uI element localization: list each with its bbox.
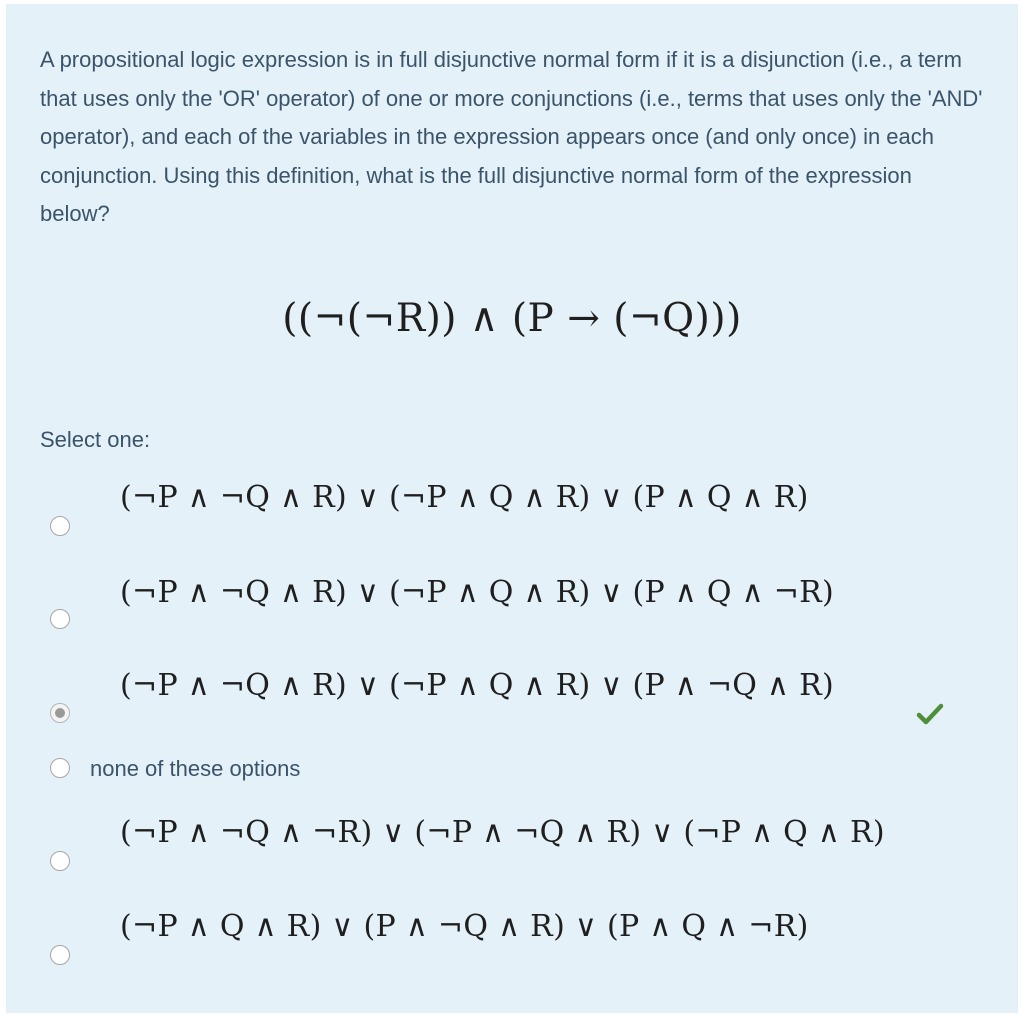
radio-option-4[interactable] xyxy=(50,758,70,778)
question-expression: ((¬(¬R)) ∧ (P → (¬Q))) xyxy=(282,296,742,341)
question-text: A propositional logic expression is in full disjunctive normal form if it is a disjunction (i.e., a term that uses only the 'OR' operator) of one or more conjunctions (i.e., terms that uses only the 'AND' operator), and each of the variables in the expression appears once (and only once) in each conjunction. Using this definition, what is the full disjunctive normal form of the expression below? xyxy=(40,47,983,226)
radio-option-5[interactable] xyxy=(50,851,70,871)
option-1-label[interactable]: (¬P ∧ ¬Q ∧ R) ∨ (¬P ∧ Q ∧ R) ∨ (P ∧ Q ∧ R) xyxy=(120,480,809,515)
select-one-label: Select one: xyxy=(40,427,151,452)
question-panel xyxy=(6,4,1018,1013)
option-3-label[interactable]: (¬P ∧ ¬Q ∧ R) ∨ (¬P ∧ Q ∧ R) ∨ (P ∧ ¬Q ∧ R) xyxy=(120,668,835,703)
option-5-label[interactable]: (¬P ∧ ¬Q ∧ ¬R) ∨ (¬P ∧ ¬Q ∧ R) ∨ (¬P ∧ Q ∧ R) xyxy=(120,815,885,850)
option-2-label[interactable]: (¬P ∧ ¬Q ∧ R) ∨ (¬P ∧ Q ∧ R) ∨ (P ∧ Q ∧ ¬R) xyxy=(120,575,835,610)
radio-option-1[interactable] xyxy=(50,516,70,536)
radio-option-6[interactable] xyxy=(50,945,70,965)
option-6-label[interactable]: (¬P ∧ Q ∧ R) ∨ (P ∧ ¬Q ∧ R) ∨ (P ∧ Q ∧ ¬R) xyxy=(120,909,809,944)
radio-option-3-selected[interactable] xyxy=(50,703,70,723)
radio-option-2[interactable] xyxy=(50,609,70,629)
checkmark-icon xyxy=(916,702,944,726)
option-4-label[interactable]: none of these options xyxy=(90,756,301,781)
